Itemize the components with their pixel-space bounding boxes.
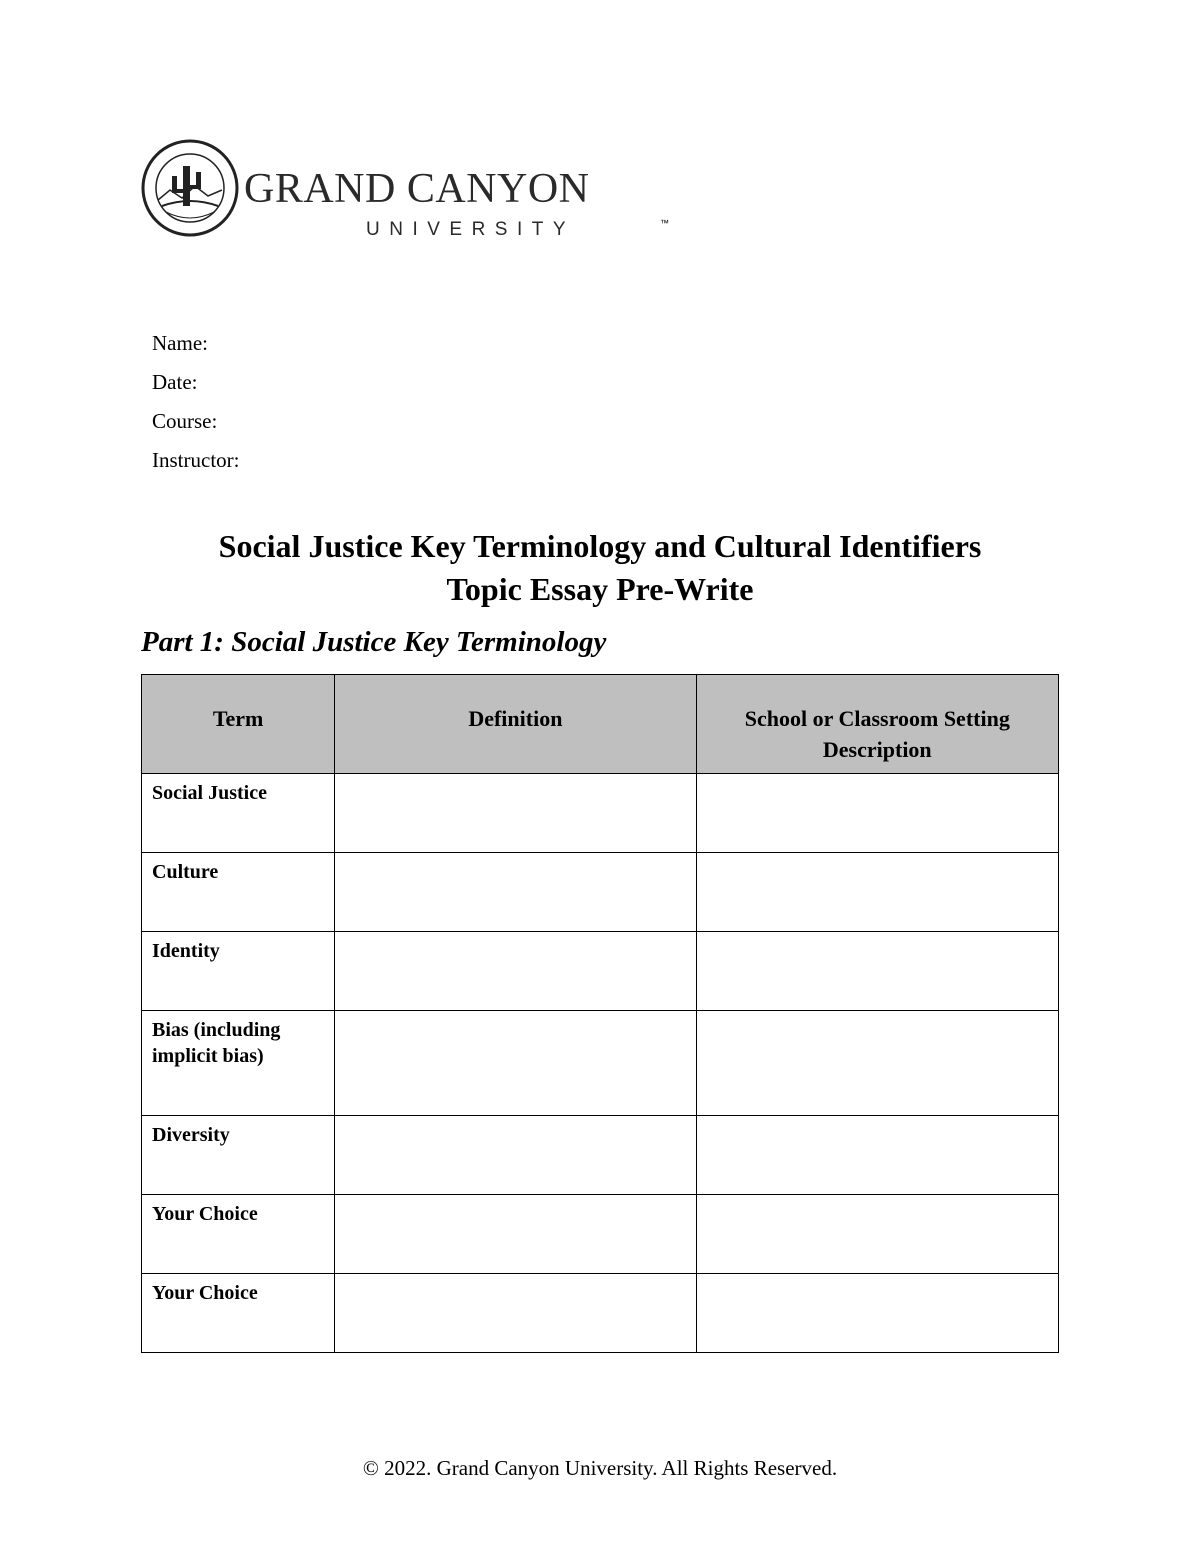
instructor-label: Instructor:: [152, 448, 240, 472]
table-row: [142, 853, 1059, 932]
table-row: [142, 1116, 1059, 1195]
setting-cell[interactable]: [696, 1116, 1058, 1195]
setting-cell[interactable]: [696, 1274, 1058, 1353]
column-header-setting: School or Classroom Setting Description: [696, 675, 1058, 774]
setting-cell[interactable]: [696, 932, 1058, 1011]
table-row: [142, 1274, 1059, 1353]
logo-wordmark-line1: GRAND CANYON: [244, 166, 590, 212]
term-cell: Culture: [142, 853, 335, 932]
table-row: [142, 932, 1059, 1011]
setting-cell[interactable]: [696, 1195, 1058, 1274]
setting-cell[interactable]: [696, 774, 1058, 853]
table-header-row: [142, 675, 1059, 774]
date-label: Date:: [152, 370, 198, 394]
definition-cell[interactable]: [335, 774, 696, 853]
column-header-definition: Definition: [335, 675, 696, 774]
university-logo: [140, 138, 669, 242]
definition-cell[interactable]: [335, 1116, 696, 1195]
definition-cell[interactable]: [335, 1011, 696, 1116]
part1-heading: Part 1: Social Justice Key Terminology: [141, 626, 607, 658]
term-cell: Social Justice: [142, 774, 335, 853]
definition-cell[interactable]: [335, 1195, 696, 1274]
term-cell: Diversity: [142, 1116, 335, 1195]
term-cell: Bias (including implicit bias): [142, 1011, 335, 1116]
table-row: [142, 1011, 1059, 1116]
logo-trademark: ™: [660, 218, 669, 228]
copyright-footer: © 2022. Grand Canyon University. All Rights Reserved.: [362, 1456, 838, 1480]
document-title: [0, 525, 1200, 611]
term-cell: Your Choice: [142, 1195, 335, 1274]
terminology-table: [141, 674, 1059, 1353]
setting-cell[interactable]: [696, 853, 1058, 932]
definition-cell[interactable]: [335, 1274, 696, 1353]
setting-cell[interactable]: [696, 1011, 1058, 1116]
table-row: [142, 1195, 1059, 1274]
logo-wordmark-line2: UNIVERSITY: [366, 219, 576, 240]
column-header-term: Term: [142, 675, 335, 774]
definition-cell[interactable]: [335, 853, 696, 932]
name-label: Name:: [152, 331, 208, 355]
course-label: Course:: [152, 409, 218, 433]
term-cell: Your Choice: [142, 1274, 335, 1353]
student-info-fields: [152, 330, 239, 486]
university-seal-icon: [140, 138, 240, 238]
title-line2: Topic Essay Pre-Write: [446, 571, 754, 607]
definition-cell[interactable]: [335, 932, 696, 1011]
title-line1: Social Justice Key Terminology and Cultural Identifiers: [218, 528, 982, 564]
term-cell: Identity: [142, 932, 335, 1011]
table-row: [142, 774, 1059, 853]
